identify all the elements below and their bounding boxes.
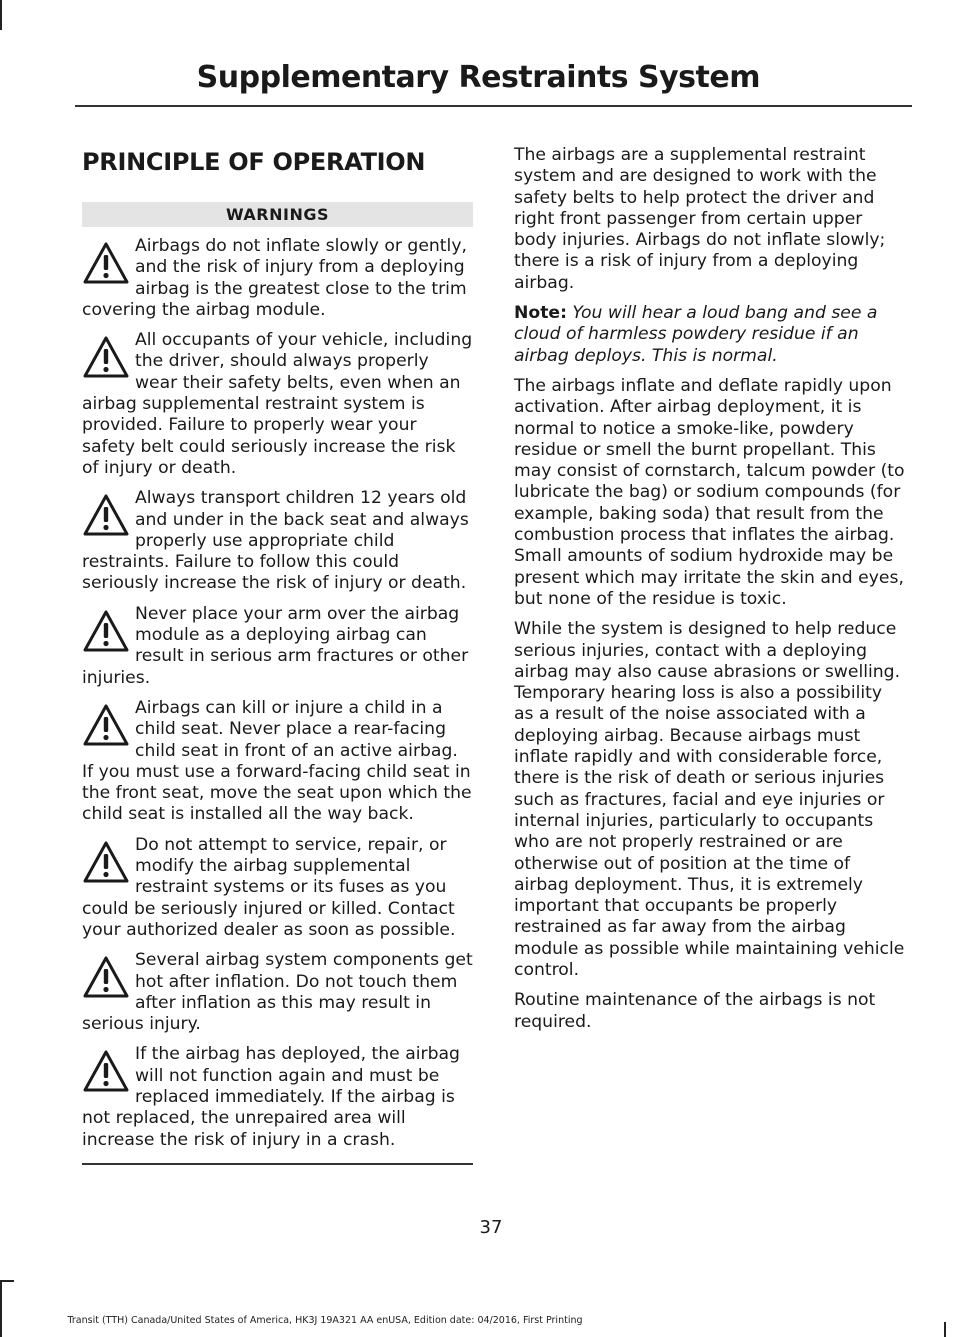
warning-text: Airbags do not inflate slowly or gently, and the risk of injury from a deploying airbag is the greatest close to the trim covering the airbag module. [82,236,467,320]
warning-text: Airbags can kill or injure a child in a child seat. Never place a rear-facing child seat in front of an active airbag. If you must use a forward-facing child seat in the front seat, move the seat upon which the child seat is installed all the way back. [82,697,472,825]
right-column [514,145,906,1042]
page-number: 37 [479,1217,503,1238]
warning-list [82,236,473,1151]
warning-item [82,330,473,479]
warning-item [82,835,473,941]
crop-mark-bottom-left-horizontal [0,1280,14,1282]
warnings-heading: WARNINGS [82,202,473,227]
warning-triangle-icon [82,334,130,380]
crop-mark-bottom-right [944,1322,946,1337]
warnings-end-rule [82,1163,473,1165]
body-paragraph-deflation: The airbags inflate and deflate rapidly upon activation. After airbag deployment, it is normal to notice a smoke-like, powdery residue or smell the burnt propellant. This may consist of cornstarch, talcum powder (to lubricate the bag) or sodium compounds (for example, baking soda) that result from the combustion process that inflates the airbag. Small amounts of sodium hydroxide may be present which may irritate the skin and eyes, but none of the residue is toxic. [514,375,905,609]
warning-item [82,950,473,1035]
warning-text: All occupants of your vehicle, including the driver, should always properly wear their safety belts, even when an airbag supplemental restraint system is provided. Failure to properly wear your safety belt could seriously increase the risk of injury or death. [82,330,473,478]
warning-triangle-icon [82,954,130,1000]
warning-item [82,1044,473,1150]
warning-item [82,488,473,594]
note-label: Note: [514,303,567,324]
warning-triangle-icon [82,608,130,654]
body-paragraph-injuries: While the system is designed to help reduce serious injuries, contact with a deploying airbag may also cause abrasions or swelling. Temporary hearing loss is also a possibility as a result of the noise associated with a deploying airbag. Because airbags must inflate rapidly and with considerable force, there is the risk of death or serious injuries such as fractures, facial and eye injuries or internal injuries, particularly to occupants who are not properly restrained or are otherwise out of position at the time of airbag deployment. Thus, it is extremely important that occupants be properly restrained as far away from the airbag module as possible while maintaining vehicle control. [514,619,905,980]
warning-item [82,698,473,826]
crop-mark-top-left [0,0,2,30]
page-header-title: Supplementary Restraints System [196,60,760,95]
warning-text: Several airbag system components get hot after inflation. Do not touch them after inflation as this may result in serious injury. [82,950,473,1035]
warning-item [82,604,473,689]
warning-text: Always transport children 12 years old and under in the back seat and always properly use appropriate child restraints. Failure to follow this could seriously increase the risk of injury or death. [82,488,469,594]
note-paragraph [514,303,906,367]
header-rule [75,105,912,107]
warning-triangle-icon [82,839,130,885]
warning-text: Do not attempt to service, repair, or modify the airbag supplemental restraint systems or its fuses as you could be seriously injured or killed. Contact your authorized dealer as soon as possible. [82,834,456,940]
warning-triangle-icon [82,702,130,748]
footer-edition-text: Transit (TTH) Canada/United States of America, HK3J 19A321 AA enUSA, Edition date: 04/2016, First Printing [67,1315,583,1326]
section-title: PRINCIPLE OF OPERATION [82,148,426,176]
warning-item [82,236,473,321]
crop-mark-bottom-left [0,1280,2,1337]
left-column [82,140,473,1165]
warning-triangle-icon [82,492,130,538]
note-text: You will hear a loud bang and see a cloud of harmless powdery residue if an airbag deploys. This is normal. [514,303,878,366]
warning-triangle-icon [82,1048,130,1094]
body-paragraph-maintenance: Routine maintenance of the airbags is not required. [514,990,876,1032]
body-paragraph-intro: The airbags are a supplemental restraint system and are designed to work with the safety belts to help protect the driver and right front passenger from certain upper body injuries. Airbags do not inflate slowly; there is a risk of injury from a deploying airbag. [514,145,886,293]
warning-triangle-icon [82,240,130,286]
warning-text: Never place your arm over the airbag module as a deploying airbag can result in serious arm fractures or other injuries. [82,603,469,688]
warning-text: If the airbag has deployed, the airbag will not function again and must be replaced immediately. If the airbag is not replaced, the unrepaired area will increase the risk of injury in a crash. [82,1044,460,1150]
